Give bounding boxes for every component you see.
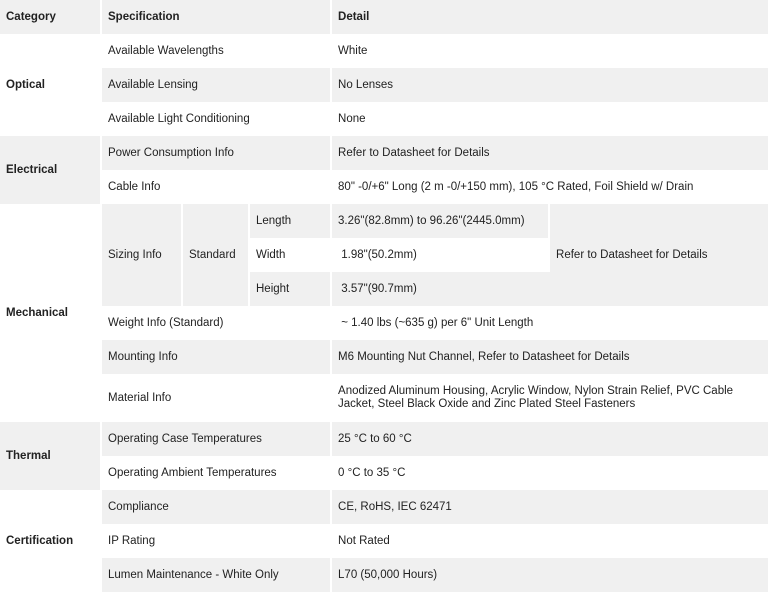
category-optical: Optical: [0, 34, 102, 136]
spec-label: Available Light Conditioning: [102, 102, 332, 136]
table-row: [0, 524, 768, 558]
spec-value: 0 °C to 35 °C: [332, 456, 768, 490]
spec-value: 25 °C to 60 °C: [332, 422, 768, 456]
spec-value: Anodized Aluminum Housing, Acrylic Window, Nylon Strain Relief, PVC Cable Jacket, Steel Black Oxide and Zinc Plated Steel Fasteners: [332, 374, 768, 422]
spec-label: Cable Info: [102, 170, 332, 204]
spec-label: IP Rating: [102, 524, 332, 558]
table-row: [0, 136, 768, 170]
category-mechanical: Mechanical: [0, 204, 102, 422]
header-detail: Detail: [332, 0, 768, 34]
table-row: [0, 374, 768, 422]
spec-value: 80" -0/+6" Long (2 m -0/+150 mm), 105 °C Rated, Foil Shield w/ Drain: [332, 170, 768, 204]
table-row: [0, 34, 768, 68]
table-row: [0, 102, 768, 136]
spec-label: Lumen Maintenance - White Only: [102, 558, 332, 592]
table-row: [0, 68, 768, 102]
table-row: [0, 490, 768, 524]
spec-label: Weight Info (Standard): [102, 306, 332, 340]
spec-label: Available Lensing: [102, 68, 332, 102]
category-electrical: Electrical: [0, 136, 102, 204]
table-row: [0, 170, 768, 204]
sizing-note: Refer to Datasheet for Details: [550, 204, 768, 306]
spec-label: Power Consumption Info: [102, 136, 332, 170]
header-category: Category: [0, 0, 102, 34]
table-header-row: [0, 0, 768, 34]
spec-label: Material Info: [102, 374, 332, 422]
category-thermal: Thermal: [0, 422, 102, 490]
height-value: 3.57"(90.7mm): [332, 272, 550, 306]
spec-value: White: [332, 34, 768, 68]
spec-value: L70 (50,000 Hours): [332, 558, 768, 592]
spec-label: Available Wavelengths: [102, 34, 332, 68]
width-label: Width: [250, 238, 332, 272]
spec-value: CE, RoHS, IEC 62471: [332, 490, 768, 524]
spec-value: No Lenses: [332, 68, 768, 102]
table-row: [0, 340, 768, 374]
spec-value: Not Rated: [332, 524, 768, 558]
spec-label: Operating Case Temperatures: [102, 422, 332, 456]
spec-value: ~ 1.40 lbs (~635 g) per 6" Unit Length: [332, 306, 768, 340]
table-row: [0, 558, 768, 592]
table-row: [0, 456, 768, 490]
width-value: 1.98"(50.2mm): [332, 238, 550, 272]
spec-value: None: [332, 102, 768, 136]
standard-label: Standard: [183, 204, 250, 306]
spec-label: Mounting Info: [102, 340, 332, 374]
spec-value: Refer to Datasheet for Details: [332, 136, 768, 170]
sizing-info-label: Sizing Info: [102, 204, 183, 306]
spec-label: Operating Ambient Temperatures: [102, 456, 332, 490]
spec-value: M6 Mounting Nut Channel, Refer to Datasheet for Details: [332, 340, 768, 374]
table-row: [0, 306, 768, 340]
length-label: Length: [250, 204, 332, 238]
spec-label: Compliance: [102, 490, 332, 524]
table-row: [0, 422, 768, 456]
header-specification: Specification: [102, 0, 332, 34]
height-label: Height: [250, 272, 332, 306]
category-certification: Certification: [0, 490, 102, 592]
length-value: 3.26"(82.8mm) to 96.26"(2445.0mm): [332, 204, 550, 238]
table-row: [0, 204, 768, 238]
